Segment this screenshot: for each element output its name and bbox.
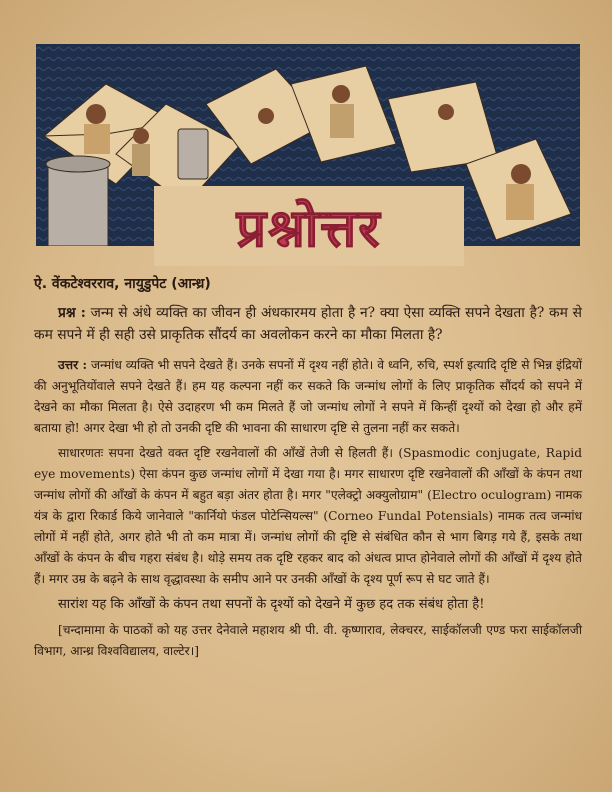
page-title: प्रश्नोत्तर — [236, 198, 382, 259]
summary-paragraph: सारांश यह कि आँखों के कंपन तथा सपनों के दृश्यों को देखने में कुछ हद तक संबंध होता है! — [58, 596, 485, 612]
answer-label: उत्तर : — [58, 357, 87, 372]
answer-paragraph — [34, 355, 582, 439]
answer-text: जन्मांध व्यक्ति भी सपने देखते हैं। उनके सपनों में दृश्य नहीं होते। वे ध्वनि, रुचि, स्पर्श इत्यादि दृष्टि से भिन्न इंद्रियों की अनुभूतियोंवाले सपने देखते हैं। हम यह कल्पना नहीं कर सकते कि जन्मांध लोगों के लिए प्राकृतिक सौंदर्य को सपने में देखने का मौका मिलता है। ऐसे उदाहरण भी कम मिलते हैं जो जन्मांध लोगों ने सपने में किन्हीं दृश्यों को देखा हो और हमें बताया हो! अगर देखा भी हो तो उनकी दृष्टि की भावना की साधारण दृष्टि से तुलना नहीं कर सकते। — [34, 357, 583, 435]
title-box — [154, 186, 464, 266]
paragraph-2: साधारणतः सपना देखते वक्त दृष्टि रखनेवालों की आँखें तेजी से हिलती हैं। (Spasmodic conjugate, Rapid eye movements) ऐसा कंपन कुछ जन्मांध लोगों में देखा गया है। मगर साधारण दृष्टि रखनेवालों की आँखों के कंपन तथा जन्मांध लोगों की आँखों के कंपन में बहुत बड़ा अंतर होता है। मगर "एलेक्ट्रो अक्युलोग्राम" (Electro oculogram) नामक यंत्र के द्वारा रिकार्ड किये जानेवाले "कार्नियो फंडल पोटेन्सियल्स" (Corneo Fundal Potensials) नामक तत्व जन्मांध लोगों में नहीं होते, अगर होते भी तो कम मात्रा में। जन्मांध लोगों की दृष्टि से संबंधित कौन से भाग बिगड़ गये हैं, इसके तथा आँखों के कंपन के बीच गहरा संबंध है। थोड़े समय तक दृष्टि रहकर बाद को अंधत्व प्राप्त होनेवाले लोगों की आँखों में दृश्य होते हैं। मगर उम्र के बढ़ने के साथ वृद्धावस्था के समीप आने पर उनकी आँखों के दृश्य पूर्ण रूप से घट जाते हैं। — [34, 445, 582, 586]
credit-paragraph: [चन्दामामा के पाठकों को यह उत्तर देनेवाले महाशय श्री पी. वी. कृष्णाराव, लेक्चरर, साईकॉलजी एण्ड फरा साईकॉलजी विभाग, आन्ध्र विश्वविद्यालय, वाल्टेर।] — [34, 622, 582, 658]
question-label: प्रश्न : — [58, 305, 86, 322]
author-line: ऐ. वेंकटेश्वरराव, नायुडुपेट (आन्ध्र) — [34, 276, 211, 292]
question-text: जन्म से अंधे व्यक्ति का जीवन ही अंधकारमय होता है न? क्या ऐसा व्यक्ति सपने देखता है? कम से कम सपने में ही सही उसे प्राकृतिक सौंदर्य का अवलोकन करने का मौका मिलता है? — [34, 305, 582, 344]
question-paragraph — [34, 302, 582, 347]
article-content — [34, 272, 582, 662]
